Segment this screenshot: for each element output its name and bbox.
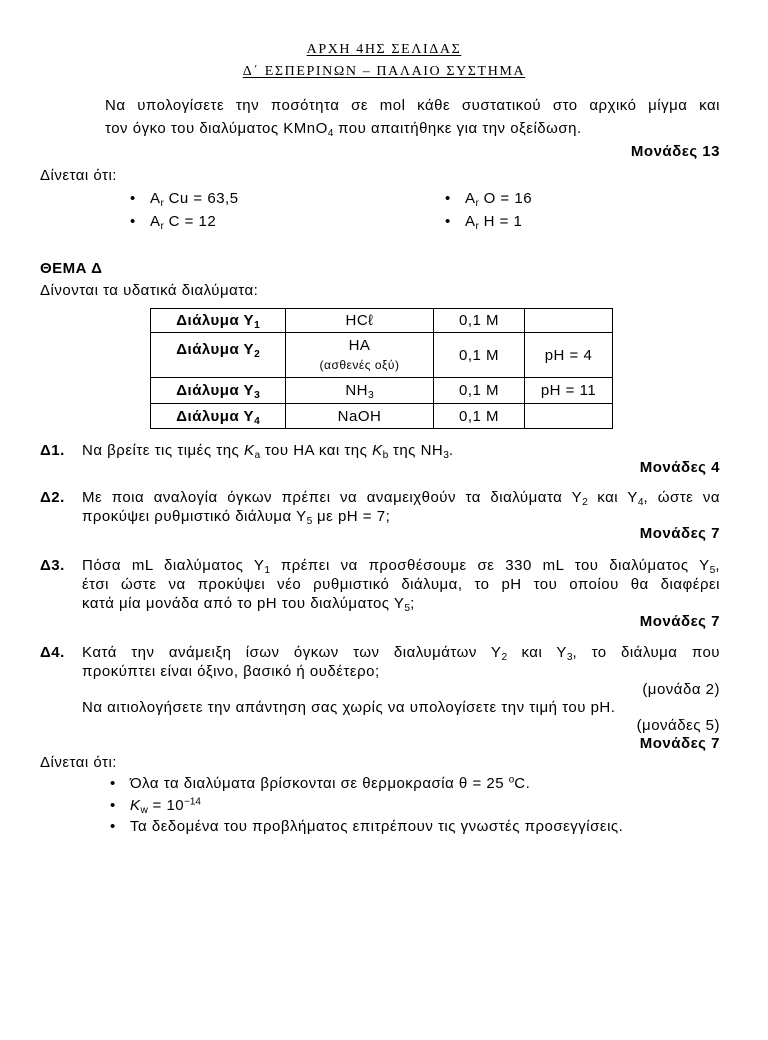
subscript: 5: [306, 515, 313, 527]
concentration-cell: 0,1 M: [434, 404, 525, 429]
subscript: 4: [637, 496, 644, 508]
text-segment: τον όγκο του διαλύματος KMnO: [105, 120, 328, 137]
subscript: r: [475, 220, 479, 232]
subscript: 2: [582, 496, 588, 508]
text-segment: και Υ: [587, 489, 638, 506]
text-segment: C.: [514, 775, 531, 792]
theme-title: ΘΕΜΑ Δ: [40, 260, 103, 277]
subscript: 4: [327, 127, 334, 139]
subscript: 5: [404, 602, 411, 614]
text-segment: Με ποια αναλογία όγκων πρέπει να αναμειχθούν τα διαλύματα Υ: [82, 489, 583, 506]
question-line: [82, 643, 720, 662]
text-segment: κατά μία μονάδα από το pH του διαλύματος Υ: [82, 595, 405, 612]
text-segment: Να βρείτε τις τιμές της: [82, 442, 244, 459]
superscript: o: [508, 774, 515, 786]
superscript: −14: [184, 796, 201, 808]
substance-cell: [286, 309, 434, 333]
bullet-item: [445, 189, 532, 208]
bullet-item: [110, 817, 623, 836]
table-row: [151, 333, 613, 378]
symbol-k: K: [243, 442, 255, 459]
solution-label: Διάλυμα Υ: [176, 312, 255, 329]
text-segment: , το διάλυμα που: [572, 644, 721, 661]
given-title: Δίνεται ότι:: [40, 167, 117, 184]
solution-label: Διάλυμα Υ: [176, 341, 255, 358]
text-segment: Τα δεδομένα του προβλήματος επιτρέπουν τις γνωστές προσεγγίσεις.: [130, 818, 624, 835]
question-label: Δ3.: [40, 557, 65, 574]
substance-formula: HA: [348, 337, 371, 354]
theme-intro: Δίνονται τα υδατικά διαλύματα:: [40, 282, 259, 299]
text-segment: C = 12: [163, 213, 217, 230]
question-label: Δ2.: [40, 489, 65, 506]
question-points: Μονάδες 4: [639, 459, 720, 476]
text-segment: A: [465, 213, 476, 230]
text-segment: ,: [715, 557, 720, 574]
substance-note: (ασθενές οξύ): [319, 358, 400, 372]
subscript: 4: [254, 415, 260, 427]
question-line: προκύπτει είναι όξινο, βασικό ή ουδέτερο;: [82, 663, 380, 680]
question-line: [82, 441, 454, 460]
text-segment: A: [150, 213, 161, 230]
question-label: Δ4.: [40, 644, 65, 661]
text-segment: Κατά την ανάμειξη ίσων όγκων των διαλυμάτων Υ: [82, 644, 502, 661]
concentration-cell: 0,1 M: [434, 333, 525, 378]
text-segment: .: [448, 442, 454, 459]
substance-formula: NaOH: [337, 407, 382, 425]
subscript: r: [160, 220, 164, 232]
solution-label-cell: [151, 404, 286, 429]
text-segment: ;: [410, 595, 415, 612]
text-segment: της NH: [388, 442, 444, 459]
symbol-k: K: [130, 797, 141, 814]
exam-type-label: Δ΄ ΕΣΠΕΡΙΝΩΝ – ΠΑΛΑΙΟ ΣΥΣΤΗΜΑ: [242, 64, 526, 79]
question-line: Να αιτιολογήσετε την απάντηση σας χωρίς να υπολογίσετε την τιμή του pH.: [82, 699, 616, 716]
text-segment: που απαιτήθηκε για την οξείδωση.: [333, 120, 582, 137]
ph-cell: [525, 404, 613, 429]
table-row: [151, 404, 613, 429]
solution-label-cell: [151, 333, 286, 378]
subscript: 5: [709, 564, 716, 576]
given-title: Δίνεται ότι:: [40, 754, 117, 771]
subscript: 3: [254, 389, 260, 401]
subscript: 3: [566, 651, 573, 663]
bullet-item: [130, 189, 239, 208]
text-segment: , ώστε να: [643, 489, 721, 506]
subscript: b: [382, 449, 389, 461]
substance-cell: [286, 378, 434, 404]
subscript: 1: [254, 319, 260, 331]
text-segment: A: [150, 190, 161, 207]
text-segment: του HA και της: [260, 442, 373, 459]
text-segment: Πόσα mL διαλύματος Υ: [82, 557, 265, 574]
question-part-points: (μονάδα 2): [642, 681, 720, 698]
solution-label-cell: [151, 309, 286, 333]
question-line: έτσι ώστε να προκύψει νέο ρυθμιστικό διάλυμα, το pH του οποίου θα διαφέρει: [82, 576, 720, 593]
question-line: [82, 556, 720, 575]
ph-cell: pH = 11: [525, 378, 613, 404]
symbol-k: K: [372, 442, 383, 459]
carryover-line-1: Να υπολογίσετε την ποσότητα σε mol κάθε συστατικού στο αρχικό μίγμα και: [105, 97, 720, 114]
ph-cell: [525, 309, 613, 333]
subscript: 3: [368, 389, 374, 401]
text-segment: πρέπει να προσθέσουμε σε 330 mL του διαλύματος Υ: [270, 557, 710, 574]
carryover-points: Μονάδες 13: [630, 143, 720, 160]
question-line: [82, 594, 415, 613]
bullet-item: [445, 212, 522, 231]
solution-label: Διάλυμα Υ: [176, 407, 255, 425]
carryover-line-2: [105, 119, 582, 138]
question-points: Μονάδες 7: [639, 735, 720, 752]
subscript: 1: [264, 564, 271, 576]
table-row: [151, 378, 613, 404]
concentration-cell: 0,1 M: [434, 309, 525, 333]
text-segment: Όλα τα διαλύματα βρίσκονται σε θερμοκρασία θ = 25: [130, 775, 509, 792]
substance-formula: NH: [345, 382, 368, 399]
solutions-table: [150, 308, 613, 429]
table-row: [151, 309, 613, 333]
bullet-item: [130, 212, 216, 231]
text-segment: με pH = 7;: [312, 508, 391, 525]
page-header: [0, 41, 768, 59]
question-line: [82, 507, 390, 526]
subscript: w: [140, 804, 148, 816]
substance-cell: [286, 404, 434, 429]
subscript: 2: [254, 348, 260, 360]
question-points: Μονάδες 7: [639, 613, 720, 630]
solution-label-cell: [151, 378, 286, 404]
subscript: r: [475, 197, 479, 209]
question-part-points: (μονάδες 5): [636, 717, 720, 734]
text-segment: A: [465, 190, 476, 207]
ph-cell: pH = 4: [525, 333, 613, 378]
text-segment: O = 16: [478, 190, 533, 207]
text-segment: και Υ: [507, 644, 567, 661]
question-points: Μονάδες 7: [639, 525, 720, 542]
subscript: 3: [443, 449, 449, 461]
exam-header: [0, 63, 768, 81]
question-label: Δ1.: [40, 442, 65, 459]
subscript: r: [160, 197, 164, 209]
bullet-item: [110, 774, 530, 793]
page-number-label: ΑΡΧΗ 4ΗΣ ΣΕΛΙΔΑΣ: [306, 42, 462, 57]
solution-label: Διάλυμα Υ: [176, 382, 255, 399]
text-segment: Cu = 63,5: [163, 190, 239, 207]
text-segment: προκύψει ρυθμιστικό διάλυμα Υ: [82, 508, 307, 525]
subscript: 2: [501, 651, 508, 663]
question-line: [82, 488, 720, 507]
bullet-item: [110, 796, 201, 815]
substance-cell: [286, 333, 434, 378]
subscript: a: [254, 449, 261, 461]
substance-formula: HCℓ: [345, 312, 374, 329]
text-segment: = 10: [147, 797, 185, 814]
text-segment: H = 1: [478, 213, 523, 230]
concentration-cell: 0,1 M: [434, 378, 525, 404]
